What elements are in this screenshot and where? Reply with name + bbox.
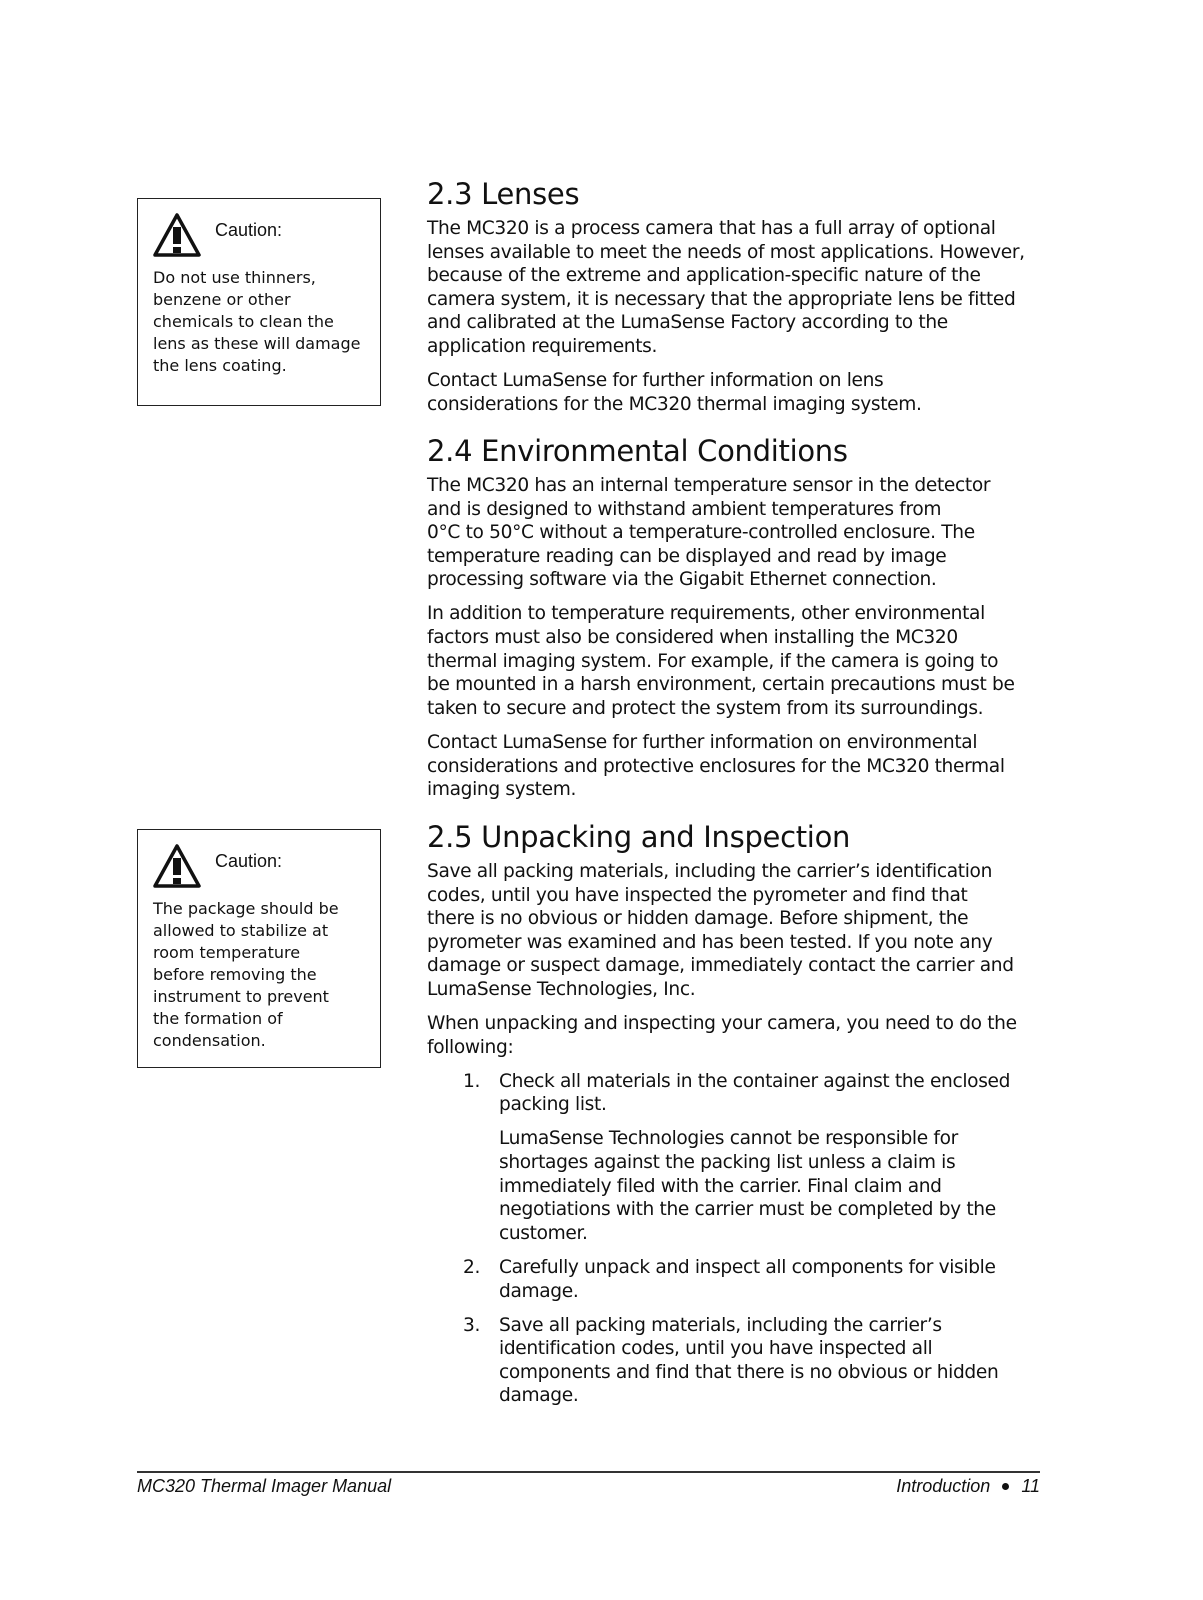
list-number: 3. xyxy=(463,1314,481,1336)
caution-line: instrument to prevent xyxy=(153,987,329,1006)
text-line: there is no obvious or hidden damage. Before shipment, the xyxy=(427,908,969,930)
paragraph xyxy=(427,474,1042,592)
text-line: taken to secure and protect the system from its surroundings. xyxy=(427,697,984,719)
caution-box-lens xyxy=(137,198,381,406)
text-line: imaging system. xyxy=(427,779,577,801)
text-line: Check all materials in the container against the enclosed xyxy=(499,1070,1011,1092)
inspection-steps-list xyxy=(427,1070,1042,1408)
footer-page-info xyxy=(896,1474,1040,1498)
text-line: customer. xyxy=(499,1222,588,1244)
list-item xyxy=(427,1070,1042,1246)
text-line: negotiations with the carrier must be completed by the xyxy=(499,1199,996,1221)
list-item xyxy=(427,1314,1042,1408)
text-line: Contact LumaSense for further information on environmental xyxy=(427,731,978,753)
caution-line: lens as these will damage xyxy=(153,334,361,353)
text-line: shortages against the packing list unless a claim is xyxy=(499,1152,956,1174)
caution-line: room temperature xyxy=(153,943,301,962)
text-line: following: xyxy=(427,1036,514,1058)
bullet-icon xyxy=(1002,1483,1009,1490)
paragraph xyxy=(427,602,1042,720)
paragraph xyxy=(427,731,1042,802)
paragraph xyxy=(427,217,1042,359)
text-line: damage. xyxy=(499,1385,579,1407)
text-line: Save all packing materials, including the carrier’s identification xyxy=(427,861,993,882)
text-line: be mounted in a harsh environment, certain precautions must be xyxy=(427,674,1015,696)
text-line: and is designed to withstand ambient temperatures from xyxy=(427,498,942,520)
caution-text xyxy=(153,267,366,377)
section-heading: 2.5 Unpacking and Inspection xyxy=(427,820,851,854)
text-line: thermal imaging system. For example, if the camera is going to xyxy=(427,650,999,672)
text-line: identification codes, until you have inspected all xyxy=(499,1338,933,1360)
caution-line: allowed to stabilize at xyxy=(153,921,329,940)
text-line: because of the extreme and application-specific nature of the xyxy=(427,265,981,287)
caution-line: the lens coating. xyxy=(153,356,287,375)
text-line: damage or suspect damage, immediately contact the carrier and xyxy=(427,955,1014,977)
text-line: camera system, it is necessary that the appropriate lens be fitted xyxy=(427,288,1016,310)
text-line: immediately filed with the carrier. Final claim and xyxy=(499,1175,942,1197)
caution-header xyxy=(153,842,366,890)
text-line: codes, until you have inspected the pyrometer and find that xyxy=(427,884,968,906)
text-line: When unpacking and inspecting your camera, you need to do the xyxy=(427,1013,1017,1035)
warning-triangle-icon xyxy=(153,212,201,258)
text-line: and calibrated at the LumaSense Factory according to the xyxy=(427,312,948,334)
list-number: 1. xyxy=(463,1070,481,1092)
text-line: Contact LumaSense for further information on lens xyxy=(427,370,884,392)
chapter-name: Introduction xyxy=(896,1476,991,1496)
text-line: In addition to temperature requirements, other environmental xyxy=(427,603,985,625)
list-item xyxy=(427,1256,1042,1303)
caution-line: Do not use thinners, xyxy=(153,268,316,287)
page-number: 11 xyxy=(1021,1476,1040,1496)
text-line: Carefully unpack and inspect all components for visible xyxy=(499,1256,996,1278)
section-lenses xyxy=(427,176,1042,427)
text-line: damage. xyxy=(499,1280,579,1302)
text-line: processing software via the Gigabit Ethernet connection. xyxy=(427,569,937,591)
caution-box-condensation xyxy=(137,829,381,1068)
list-text xyxy=(499,1314,1042,1408)
text-line: lenses available to meet the needs of most applications. However, xyxy=(427,241,1025,263)
list-text xyxy=(499,1256,1042,1303)
text-line: factors must also be considered when installing the MC320 xyxy=(427,627,958,649)
text-line: considerations and protective enclosures for the MC320 thermal xyxy=(427,755,1005,777)
manual-title: MC320 Thermal Imager Manual xyxy=(137,1476,392,1496)
caution-line: The package should be xyxy=(153,899,339,918)
text-line: Save all packing materials, including the carrier’s xyxy=(499,1314,942,1336)
section-environmental xyxy=(427,433,1042,812)
paragraph xyxy=(427,1012,1042,1059)
section-unpacking xyxy=(427,819,1042,1418)
paragraph xyxy=(427,369,1042,416)
text-line: temperature reading can be displayed and read by image xyxy=(427,545,947,567)
section-heading: 2.4 Environmental Conditions xyxy=(427,434,848,468)
text-line: pyrometer was examined and has been tested. If you note any xyxy=(427,931,993,953)
list-note xyxy=(499,1127,1042,1245)
text-line: considerations for the MC320 thermal imaging system. xyxy=(427,393,922,415)
caution-line: the formation of xyxy=(153,1009,283,1028)
page-footer xyxy=(137,1474,1040,1498)
text-line: 0°C to 50°C without a temperature-controlled enclosure. The xyxy=(427,522,975,544)
text-line: The MC320 is a process camera that has a full array of optional xyxy=(427,218,996,239)
text-line: LumaSense Technologies, Inc. xyxy=(427,978,696,1000)
caution-title: Caution: xyxy=(215,850,283,871)
paragraph xyxy=(427,860,1042,1002)
caution-header xyxy=(153,211,366,259)
caution-line: condensation. xyxy=(153,1031,266,1050)
section-heading: 2.3 Lenses xyxy=(427,177,580,211)
text-line: LumaSense Technologies cannot be responsible for xyxy=(499,1128,958,1150)
caution-line: benzene or other xyxy=(153,290,291,309)
caution-title: Caution: xyxy=(215,219,283,240)
text-line: packing list. xyxy=(499,1094,607,1116)
warning-triangle-icon xyxy=(153,843,201,889)
list-number: 2. xyxy=(463,1256,481,1278)
caution-text xyxy=(153,898,366,1052)
list-text xyxy=(499,1070,1042,1117)
text-line: application requirements. xyxy=(427,335,658,357)
text-line: The MC320 has an internal temperature sensor in the detector xyxy=(427,475,991,496)
caution-line: chemicals to clean the xyxy=(153,312,334,331)
footer-rule xyxy=(137,1471,1040,1473)
text-line: components and find that there is no obvious or hidden xyxy=(499,1361,999,1383)
caution-line: before removing the xyxy=(153,965,317,984)
